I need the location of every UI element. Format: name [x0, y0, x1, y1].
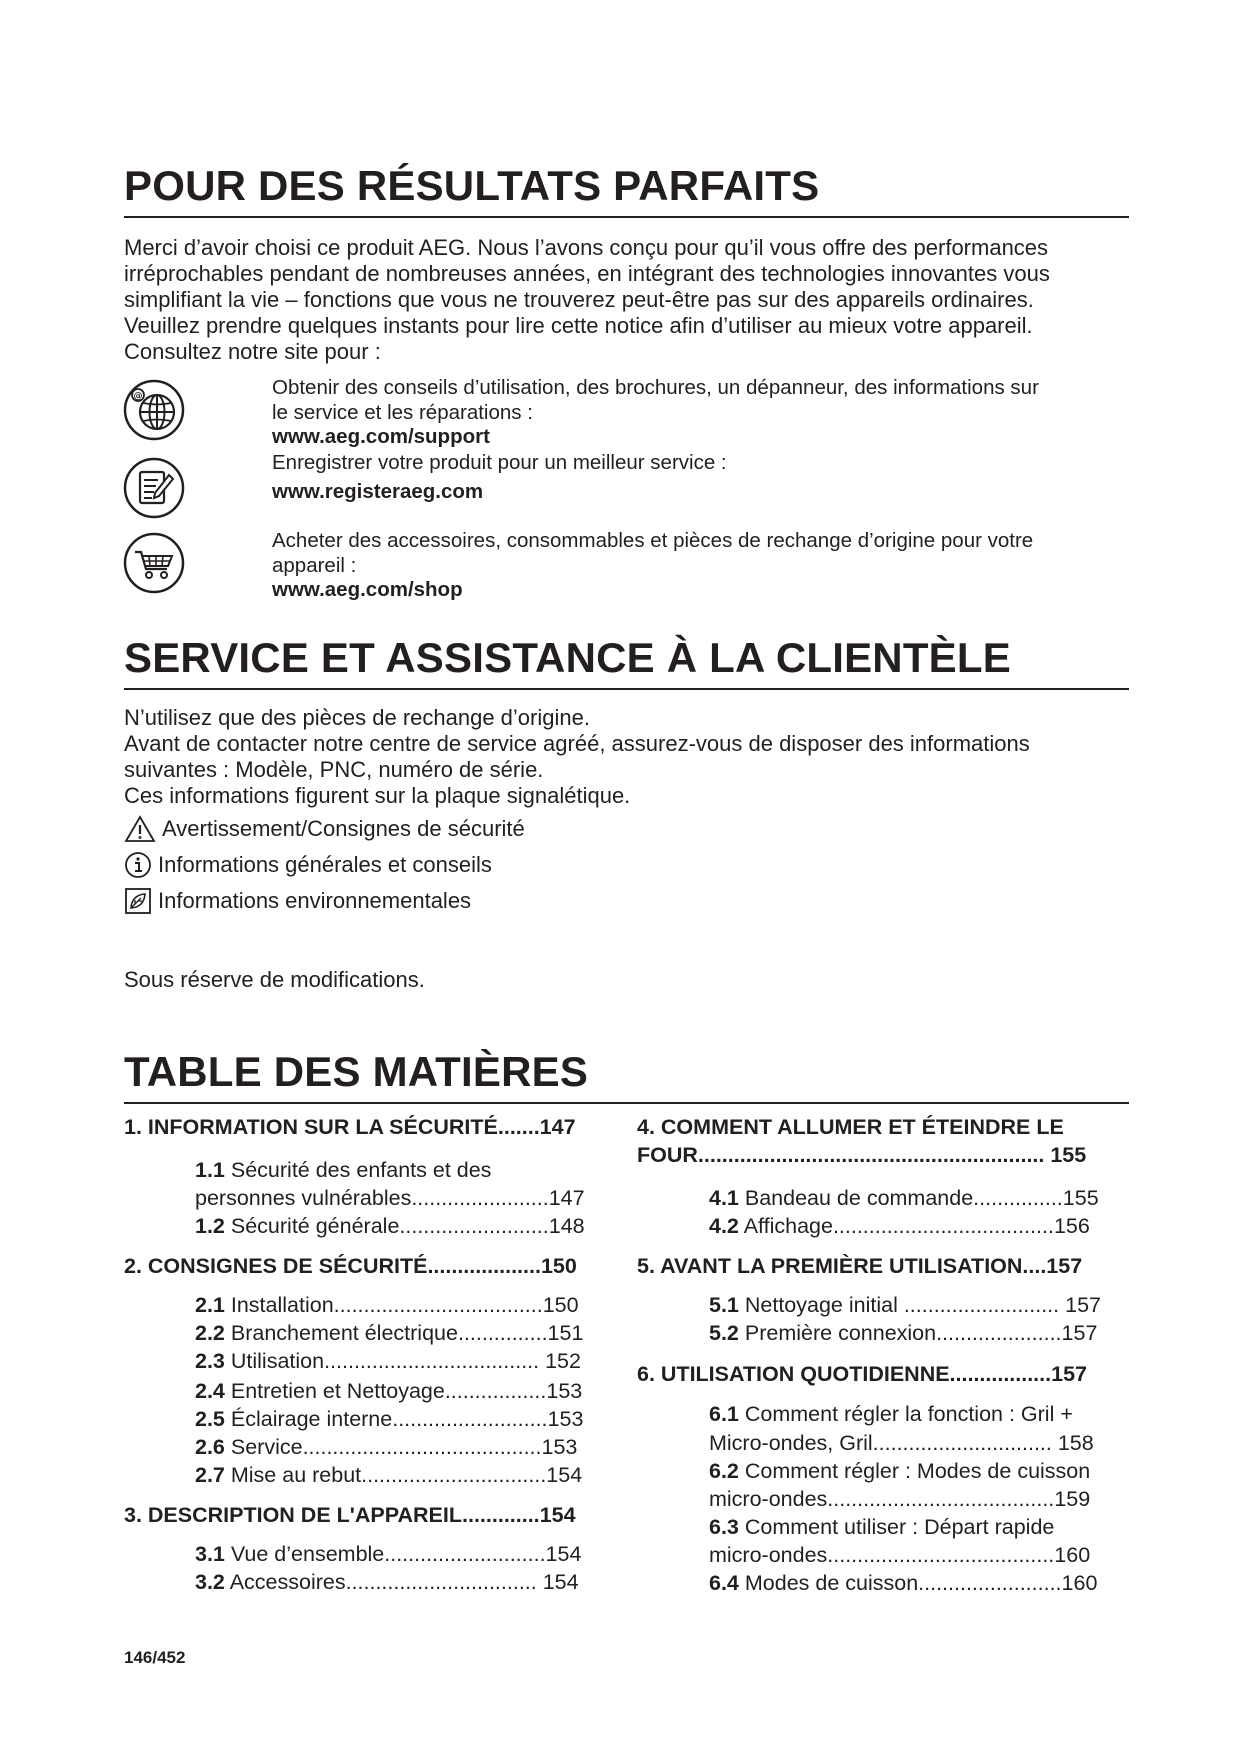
- info-icon: [124, 851, 152, 879]
- toc-title: Bandeau de commande...............155: [744, 1186, 1099, 1210]
- toc-num: 6.4: [709, 1571, 739, 1595]
- intro-line: simplifiant la vie – fonctions que vous ne trouverez peut-être pas sur des appareils ordinaires.: [124, 287, 1034, 312]
- toc-section-3[interactable]: 3. DESCRIPTION DE L'APPAREIL.............154: [124, 1503, 576, 1527]
- legend-text: Informations générales et conseils: [158, 852, 492, 877]
- toc-num: 5.2: [709, 1321, 739, 1345]
- reserve-note: Sous réserve de modifications.: [124, 967, 425, 992]
- service-text: appareil :: [272, 553, 357, 577]
- toc-entry-6-4[interactable]: [709, 1569, 1097, 1597]
- toc-num: 3.1: [195, 1542, 225, 1566]
- toc-entry-2-7[interactable]: [195, 1461, 582, 1489]
- toc-title: Entretien et Nettoyage.................153: [230, 1379, 583, 1403]
- toc-entry-2-2[interactable]: [195, 1319, 583, 1347]
- toc-entry-4-2[interactable]: [709, 1212, 1090, 1240]
- globe-icon: [122, 378, 186, 442]
- toc-entry-6-2-cont[interactable]: micro-ondes......................................159: [709, 1487, 1091, 1511]
- toc-title: Sécurité des enfants et des: [230, 1158, 492, 1182]
- toc-title: Installation...................................150: [230, 1293, 579, 1317]
- toc-entry-5-1[interactable]: [709, 1291, 1101, 1319]
- legend-text: Informations environnementales: [158, 888, 472, 913]
- toc-num: 3.2: [195, 1570, 225, 1594]
- toc-entry-1-2[interactable]: [195, 1212, 585, 1240]
- toc-num: 2.6: [195, 1435, 225, 1459]
- toc-entry-2-1[interactable]: [195, 1291, 579, 1319]
- service-shop: [272, 529, 1122, 603]
- intro-line: irréprochables pendant de nombreuses années, en intégrant des technologies innovantes vous: [124, 261, 1050, 286]
- service-line: N’utilisez que des pièces de rechange d’origine.: [124, 705, 590, 730]
- legend-text: Avertissement/Consignes de sécurité: [162, 816, 525, 841]
- service-line: Avant de contacter notre centre de service agréé, assurez-vous de disposer des informations: [124, 731, 1030, 756]
- toc-num: 4.2: [709, 1214, 739, 1238]
- toc-entry-2-5[interactable]: [195, 1405, 583, 1433]
- service-line: suivantes : Modèle, PNC, numéro de série.: [124, 757, 544, 782]
- heading-toc: TABLE DES MATIÈRES: [124, 1048, 1129, 1104]
- toc-title: Vue d’ensemble...........................154: [230, 1542, 582, 1566]
- toc-num: 2.4: [195, 1379, 225, 1403]
- toc-title: Première connexion.....................157: [744, 1321, 1098, 1345]
- toc-entry-4-1[interactable]: [709, 1184, 1099, 1212]
- intro-paragraph: [124, 235, 1134, 365]
- service-register: [272, 451, 1122, 504]
- toc-entry-3-2[interactable]: [195, 1568, 579, 1596]
- toc-num: 4.1: [709, 1186, 739, 1210]
- toc-title: Affichage.....................................156: [743, 1214, 1090, 1238]
- toc-title: Comment utiliser : Départ rapide: [744, 1515, 1055, 1539]
- toc-entry-2-4[interactable]: [195, 1377, 582, 1405]
- register-icon: [122, 456, 186, 520]
- heading-service: SERVICE ET ASSISTANCE À LA CLIENTÈLE: [124, 634, 1129, 690]
- toc-title: Accessoires................................ 154: [229, 1570, 579, 1594]
- toc-entry-5-2[interactable]: [709, 1319, 1097, 1347]
- toc-section-6[interactable]: 6. UTILISATION QUOTIDIENNE.................157: [637, 1362, 1087, 1386]
- toc-num: 5.1: [709, 1293, 739, 1317]
- toc-num: 2.5: [195, 1407, 225, 1431]
- toc-entry-6-1[interactable]: [709, 1400, 1073, 1428]
- service-text: le service et les réparations :: [272, 400, 533, 424]
- intro-line: Veuillez prendre quelques instants pour lire cette notice afin d’utiliser au mieux votre appareil.: [124, 313, 1033, 338]
- toc-entry-2-3[interactable]: [195, 1347, 581, 1375]
- service-text: Obtenir des conseils d’utilisation, des brochures, un dépanneur, des informations sur: [272, 376, 1039, 399]
- toc-entry-6-1-cont[interactable]: Micro-ondes, Gril.............................. 158: [709, 1431, 1094, 1455]
- toc-section-4-cont[interactable]: FOUR.......................................................... 155: [637, 1143, 1087, 1167]
- toc-entry-3-1[interactable]: [195, 1540, 581, 1568]
- intro-line: Merci d’avoir choisi ce produit AEG. Nous l’avons conçu pour qu’il vous offre des performances: [124, 235, 1049, 260]
- toc-num: 6.2: [709, 1459, 739, 1483]
- toc-title: Comment régler la fonction : Gril +: [744, 1402, 1073, 1426]
- toc-title: Sécurité générale.........................148: [230, 1214, 585, 1238]
- toc-title: Éclairage interne..........................153: [230, 1407, 584, 1431]
- cart-icon: [122, 531, 186, 595]
- toc-entry-6-2[interactable]: [709, 1457, 1090, 1485]
- toc-title: Utilisation.................................... 152: [230, 1349, 581, 1373]
- toc-num: 2.1: [195, 1293, 225, 1317]
- toc-num: 2.2: [195, 1321, 225, 1345]
- service-text: Enregistrer votre produit pour un meilleur service :: [272, 451, 727, 474]
- toc-entry-1-1-cont[interactable]: personnes vulnérables.......................147: [195, 1186, 585, 1210]
- toc-section-1[interactable]: 1. INFORMATION SUR LA SÉCURITÉ.......147: [124, 1115, 576, 1139]
- service-support: [272, 376, 1122, 450]
- support-link[interactable]: www.aeg.com/support: [272, 425, 490, 448]
- toc-num: 6.1: [709, 1402, 739, 1426]
- toc-num: 6.3: [709, 1515, 739, 1539]
- toc-entry-6-3[interactable]: [709, 1513, 1054, 1541]
- toc-title: Branchement électrique...............151: [230, 1321, 584, 1345]
- legend-warning: [124, 815, 525, 843]
- toc-section-2[interactable]: 2. CONSIGNES DE SÉCURITÉ...................150: [124, 1254, 577, 1278]
- toc-num: 1.1: [195, 1158, 225, 1182]
- shop-link[interactable]: www.aeg.com/shop: [272, 578, 463, 601]
- svg-text:@: @: [133, 391, 143, 402]
- toc-title: Comment régler : Modes de cuisson: [744, 1459, 1091, 1483]
- toc-num: 2.3: [195, 1349, 225, 1373]
- legend-info: [124, 851, 492, 879]
- toc-entry-1-1[interactable]: [195, 1156, 491, 1184]
- toc-entry-2-6[interactable]: [195, 1433, 577, 1461]
- toc-section-4[interactable]: 4. COMMENT ALLUMER ET ÉTEINDRE LE: [637, 1115, 1064, 1139]
- service-line: Ces informations figurent sur la plaque signalétique.: [124, 783, 631, 808]
- heading-results: POUR DES RÉSULTATS PARFAITS: [124, 162, 1129, 218]
- toc-section-5[interactable]: 5. AVANT LA PREMIÈRE UTILISATION....157: [637, 1254, 1083, 1278]
- page-number: 146/452: [124, 1648, 186, 1667]
- service-paragraph: [124, 705, 1134, 809]
- toc-entry-6-3-cont[interactable]: micro-ondes......................................160: [709, 1543, 1091, 1567]
- register-link[interactable]: www.registeraeg.com: [272, 479, 484, 503]
- toc-num: 2.7: [195, 1463, 225, 1487]
- toc-title: Service........................................153: [230, 1435, 578, 1459]
- toc-title: Modes de cuisson........................160: [744, 1571, 1098, 1595]
- toc-title: Mise au rebut...............................154: [230, 1463, 583, 1487]
- legend-environment: [124, 887, 471, 915]
- toc-num: 1.2: [195, 1214, 225, 1238]
- service-text: Acheter des accessoires, consommables et pièces de rechange d’origine pour votre: [272, 529, 1034, 552]
- toc-title: Nettoyage initial .......................... 157: [744, 1293, 1101, 1317]
- warning-icon: [124, 815, 156, 843]
- environment-icon: [124, 887, 152, 915]
- intro-line: Consultez notre site pour :: [124, 339, 381, 364]
